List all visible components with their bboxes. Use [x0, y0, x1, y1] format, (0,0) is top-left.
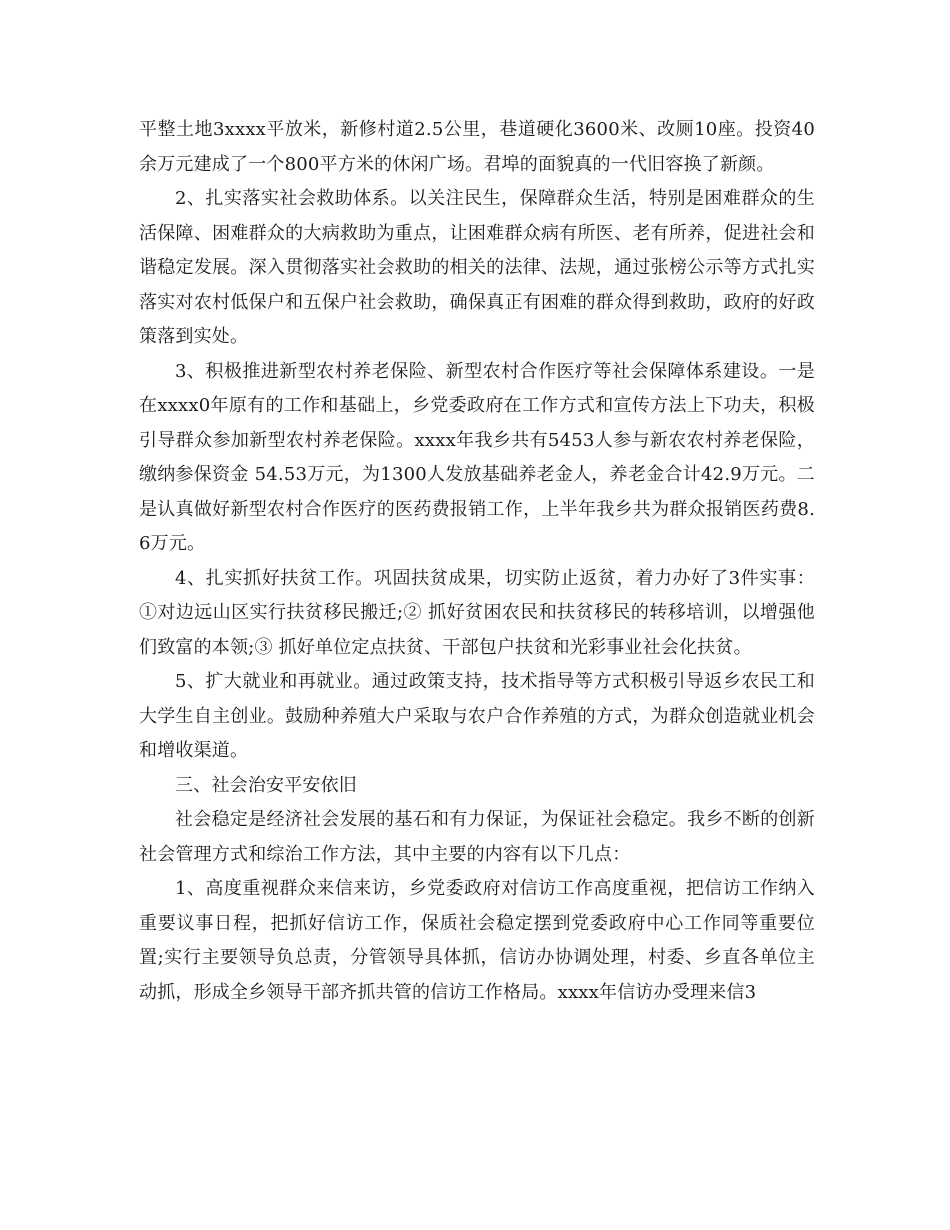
paragraph-1: 平整土地3xxxx平放米，新修村道2.5公里，巷道硬化3600米、改厕10座。投资40余万元建成了一个800平方米的休闲广场。君埠的面貌真的一代旧容换了新颜。	[139, 119, 815, 175]
document-body	[139, 113, 815, 1010]
paragraph-4: 4、扎实抓好扶贫工作。巩固扶贫成果，切实防止返贫，着力办好了3件实事：①对边远山区实行扶贫移民搬迁;② 抓好贫困农民和扶贫移民的转移培训，以增强他们致富的本领;③ 抓好单位定点扶贫、干部包户扶贫和光彩事业社会化扶贫。	[139, 567, 815, 658]
section-heading: 三、社会治安平安依旧	[175, 774, 357, 796]
paragraph-7: 1、高度重视群众来信来访，乡党委政府对信访工作高度重视，把信访工作纳入重要议事日程，把抓好信访工作，保质社会稳定摆到党委政府中心工作同等重要位置;实行主要领导负总责，分管领导具体抓，信访办协调处理，村委、乡直各单位主动抓，形成全乡领导干部齐抓共管的信访工作格局。xxxx年信访办受理来信3	[139, 878, 815, 1003]
paragraph-2: 2、扎实落实社会救助体系。以关注民生，保障群众生活，特别是困难群众的生活保障、困难群众的大病救助为重点，让困难群众病有所医、老有所养，促进社会和谐稳定发展。深入贯彻落实社会救助的相关的法律、法规，通过张榜公示等方式扎实落实对农村低保户和五保户社会救助，确保真正有困难的群众得到救助，政府的好政策落到实处。	[139, 188, 815, 347]
paragraph-5: 5、扩大就业和再就业。通过政策支持，技术指导等方式积极引导返乡农民工和大学生自主创业。鼓励种养殖大户采取与农户合作养殖的方式，为群众创造就业机会和增收渠道。	[139, 671, 815, 761]
paragraph-3: 3、积极推进新型农村养老保险、新型农村合作医疗等社会保障体系建设。一是在xxxx0年原有的工作和基础上，乡党委政府在工作方式和宣传方法上下功夫，积极引导群众参加新型农村养老保险。xxxx年我乡共有5453人参与新农农村养老保险，缴纳参保资金 54.53万元，为1300人发放基础养老金人，养老金合计42.9万元。二是认真做好新型农村合作医疗的医药费报销工作，上半年我乡共为群众报销医药费8.6万元。	[139, 360, 815, 554]
paragraph-6: 社会稳定是经济社会发展的基石和有力保证，为保证社会稳定。我乡不断的创新社会管理方式和综治工作方法，其中主要的内容有以下几点：	[139, 809, 815, 865]
